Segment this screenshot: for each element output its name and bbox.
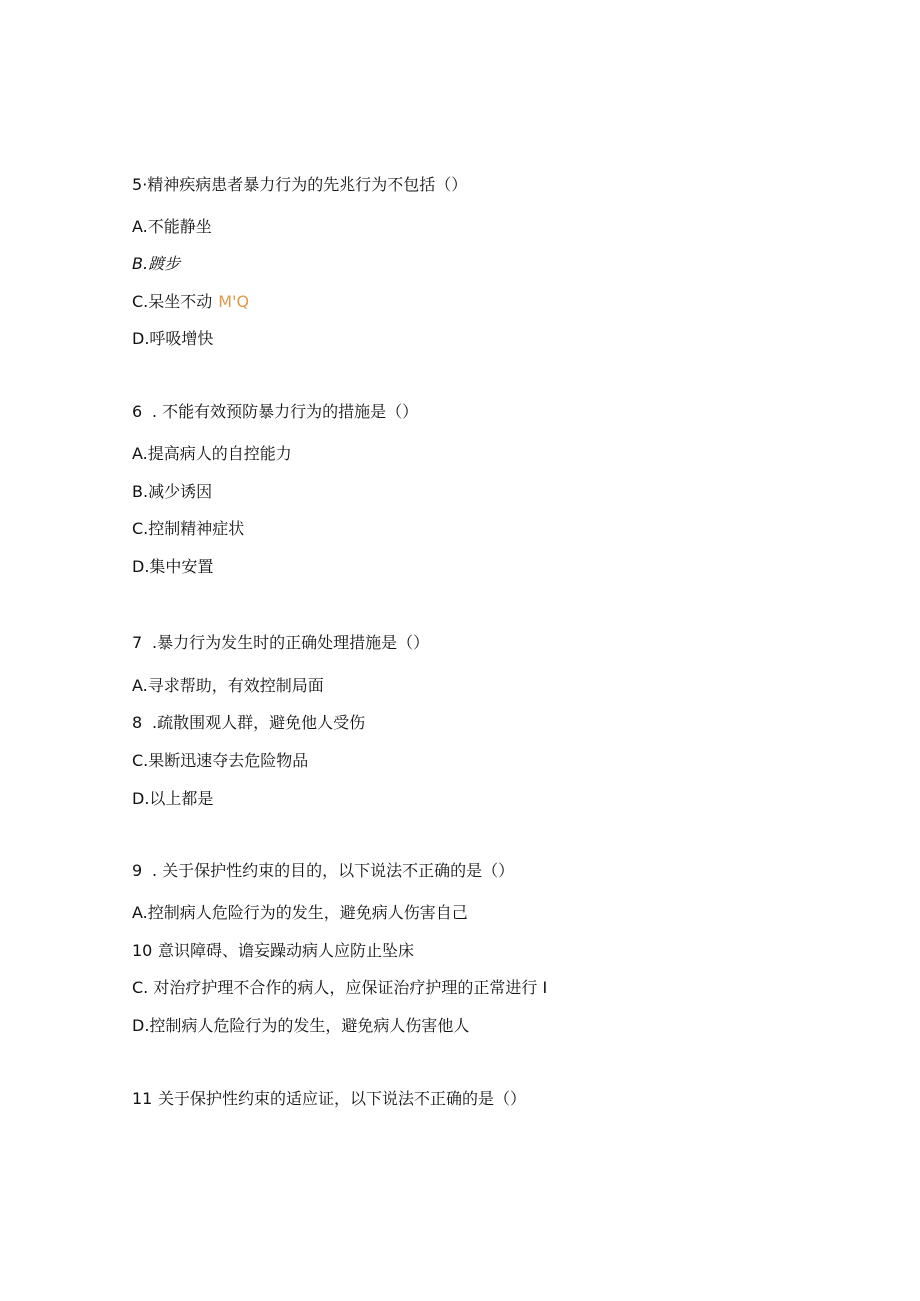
question-6-option-c [132, 519, 244, 539]
question-7-stem [132, 633, 429, 653]
question-9-option-a [132, 903, 468, 923]
option-label: B. [132, 254, 149, 273]
option-label: D. [132, 1016, 150, 1035]
question-text: . 不能有效预防暴力行为的措施是（） [152, 402, 419, 421]
question-9-option-b [132, 941, 414, 961]
question-5-option-a [132, 217, 212, 237]
option-text: .疏散围观人群，避免他人受伤 [152, 713, 366, 732]
question-number: 11 [132, 1089, 153, 1108]
question-7-option-c [132, 751, 308, 771]
option-text: 不能静坐 [147, 217, 212, 236]
option-label: D. [132, 789, 150, 808]
question-text: 关于保护性约束的适应证，以下说法不正确的是（） [158, 1089, 527, 1108]
question-11-stem [132, 1089, 526, 1109]
option-text: 控制精神症状 [148, 519, 245, 538]
question-6-option-d [132, 557, 213, 577]
question-7-option-d [132, 789, 213, 809]
question-text: ·精神疾病患者暴力行为的先兆行为不包括（） [142, 175, 468, 194]
option-label: D. [132, 557, 150, 576]
question-5-option-d [132, 329, 213, 349]
option-text: 减少诱因 [148, 482, 213, 501]
option-text: 以上都是 [149, 789, 214, 808]
option-text: 果断迅速夺去危险物品 [148, 751, 309, 770]
option-label: C. [132, 519, 149, 538]
option-label: A. [132, 903, 148, 922]
option-label: A. [132, 676, 148, 695]
option-label: A. [132, 444, 148, 463]
question-number: 5 [132, 175, 143, 194]
question-9-option-c [132, 978, 547, 998]
question-text: . 关于保护性约束的目的，以下说法不正确的是（） [152, 861, 515, 880]
option-label: 10 [132, 941, 153, 960]
question-number: 9 [132, 861, 143, 880]
option-text: 呼吸增快 [149, 329, 214, 348]
question-5-option-b [132, 254, 180, 274]
question-number: 6 [132, 402, 143, 421]
option-text: 意识障碍、谵妄躁动病人应防止坠床 [158, 941, 415, 960]
option-label: 8 [132, 713, 143, 732]
question-6-option-a [132, 444, 292, 464]
option-text: 集中安置 [149, 557, 214, 576]
question-9-option-d [132, 1016, 469, 1036]
question-6-option-b [132, 482, 212, 502]
question-5-option-c [132, 292, 249, 312]
question-7-option-b [132, 713, 365, 733]
option-text: 对治疗护理不合作的病人，应保证治疗护理的正常进行 I [148, 978, 548, 997]
option-label: C. [132, 751, 149, 770]
stray-mark: M'Q [218, 292, 250, 311]
option-text: 呆坐不动 [148, 292, 213, 311]
question-9-stem [132, 861, 514, 881]
option-label: C. [132, 292, 149, 311]
option-text: 控制病人危险行为的发生，避免病人伤害他人 [149, 1016, 470, 1035]
question-6-stem [132, 402, 418, 422]
question-7-option-a [132, 676, 324, 696]
question-5-stem [132, 175, 467, 195]
option-text: 控制病人危险行为的发生，避免病人伤害自己 [147, 903, 468, 922]
option-label: D. [132, 329, 150, 348]
option-text: 提高病人的自控能力 [147, 444, 292, 463]
option-label: B. [132, 482, 149, 501]
option-label: C. [132, 978, 149, 997]
option-text: 寻求帮助，有效控制局面 [147, 676, 324, 695]
question-text: .暴力行为发生时的正确处理措施是（） [152, 633, 430, 652]
question-number: 7 [132, 633, 143, 652]
option-text: 踱步 [148, 254, 181, 273]
option-label: A. [132, 217, 148, 236]
